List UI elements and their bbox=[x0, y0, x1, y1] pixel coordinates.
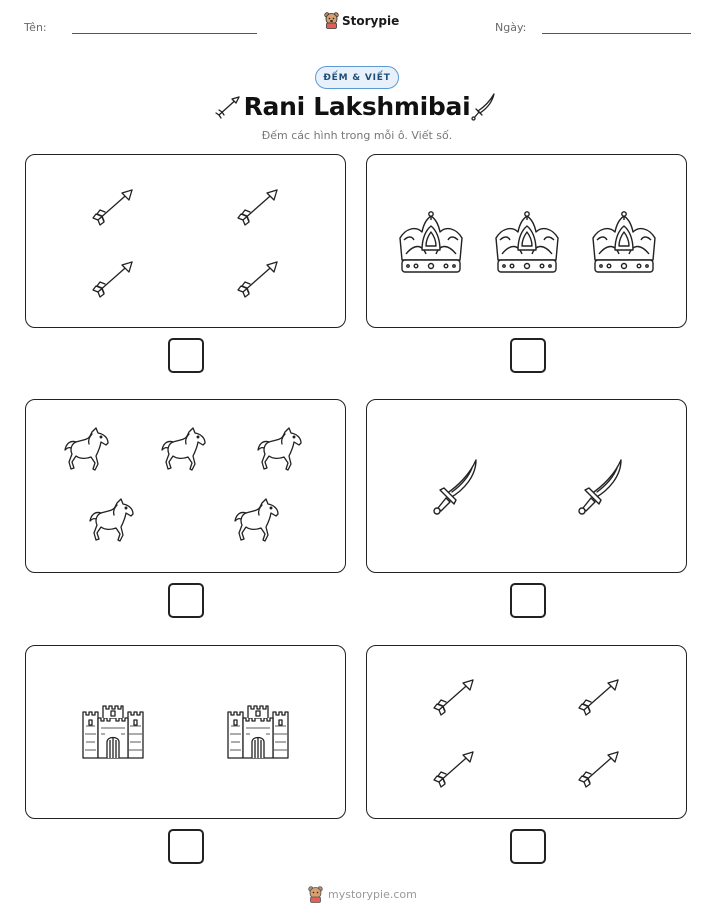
count-box-4 bbox=[366, 399, 687, 573]
arrow-icon bbox=[90, 256, 138, 300]
date-line[interactable] bbox=[542, 33, 691, 34]
answer-box-4[interactable] bbox=[510, 583, 546, 618]
footer-site[interactable]: mystorypie.com bbox=[328, 888, 417, 901]
footer bbox=[308, 886, 417, 903]
horse-icon bbox=[159, 426, 213, 474]
answer-box-2[interactable] bbox=[510, 338, 546, 373]
arrow-icon bbox=[576, 746, 624, 790]
castle-icon bbox=[81, 698, 147, 762]
arrow-icon bbox=[90, 184, 138, 228]
name-label: Tên: bbox=[24, 21, 47, 34]
arrow-icon bbox=[576, 674, 624, 718]
sword-icon bbox=[428, 458, 480, 516]
sword-icon bbox=[573, 458, 625, 516]
count-box-3 bbox=[25, 399, 346, 573]
horse-icon bbox=[232, 497, 286, 545]
crown-icon bbox=[396, 210, 466, 274]
bear-mascot-icon bbox=[324, 12, 339, 29]
logo-text: Storypie bbox=[342, 13, 400, 28]
arrow-icon bbox=[431, 746, 479, 790]
sword-icon bbox=[470, 91, 498, 123]
castle-icon bbox=[226, 698, 292, 762]
answer-box-6[interactable] bbox=[510, 829, 546, 864]
date-label: Ngày: bbox=[495, 21, 527, 34]
bear-mascot-icon bbox=[308, 886, 323, 903]
count-box-2 bbox=[366, 154, 687, 328]
crown-icon bbox=[589, 210, 659, 274]
count-box-1 bbox=[25, 154, 346, 328]
answer-box-1[interactable] bbox=[168, 338, 204, 373]
arrow-icon bbox=[431, 674, 479, 718]
horse-icon bbox=[62, 426, 116, 474]
arrow-icon bbox=[235, 256, 283, 300]
storypie-logo bbox=[324, 12, 399, 29]
horse-icon bbox=[255, 426, 309, 474]
crown-icon bbox=[492, 210, 562, 274]
count-box-5 bbox=[25, 645, 346, 819]
instructions: Đếm các hình trong mỗi ô. Viết số. bbox=[261, 129, 453, 142]
worksheet-title: Rani Lakshmibai bbox=[243, 92, 471, 121]
answer-box-5[interactable] bbox=[168, 829, 204, 864]
count-box-6 bbox=[366, 645, 687, 819]
horse-icon bbox=[87, 497, 141, 545]
arrow-icon bbox=[235, 184, 283, 228]
answer-box-3[interactable] bbox=[168, 583, 204, 618]
activity-badge: ĐẾM & VIẾT bbox=[315, 66, 399, 89]
name-line[interactable] bbox=[72, 33, 257, 34]
